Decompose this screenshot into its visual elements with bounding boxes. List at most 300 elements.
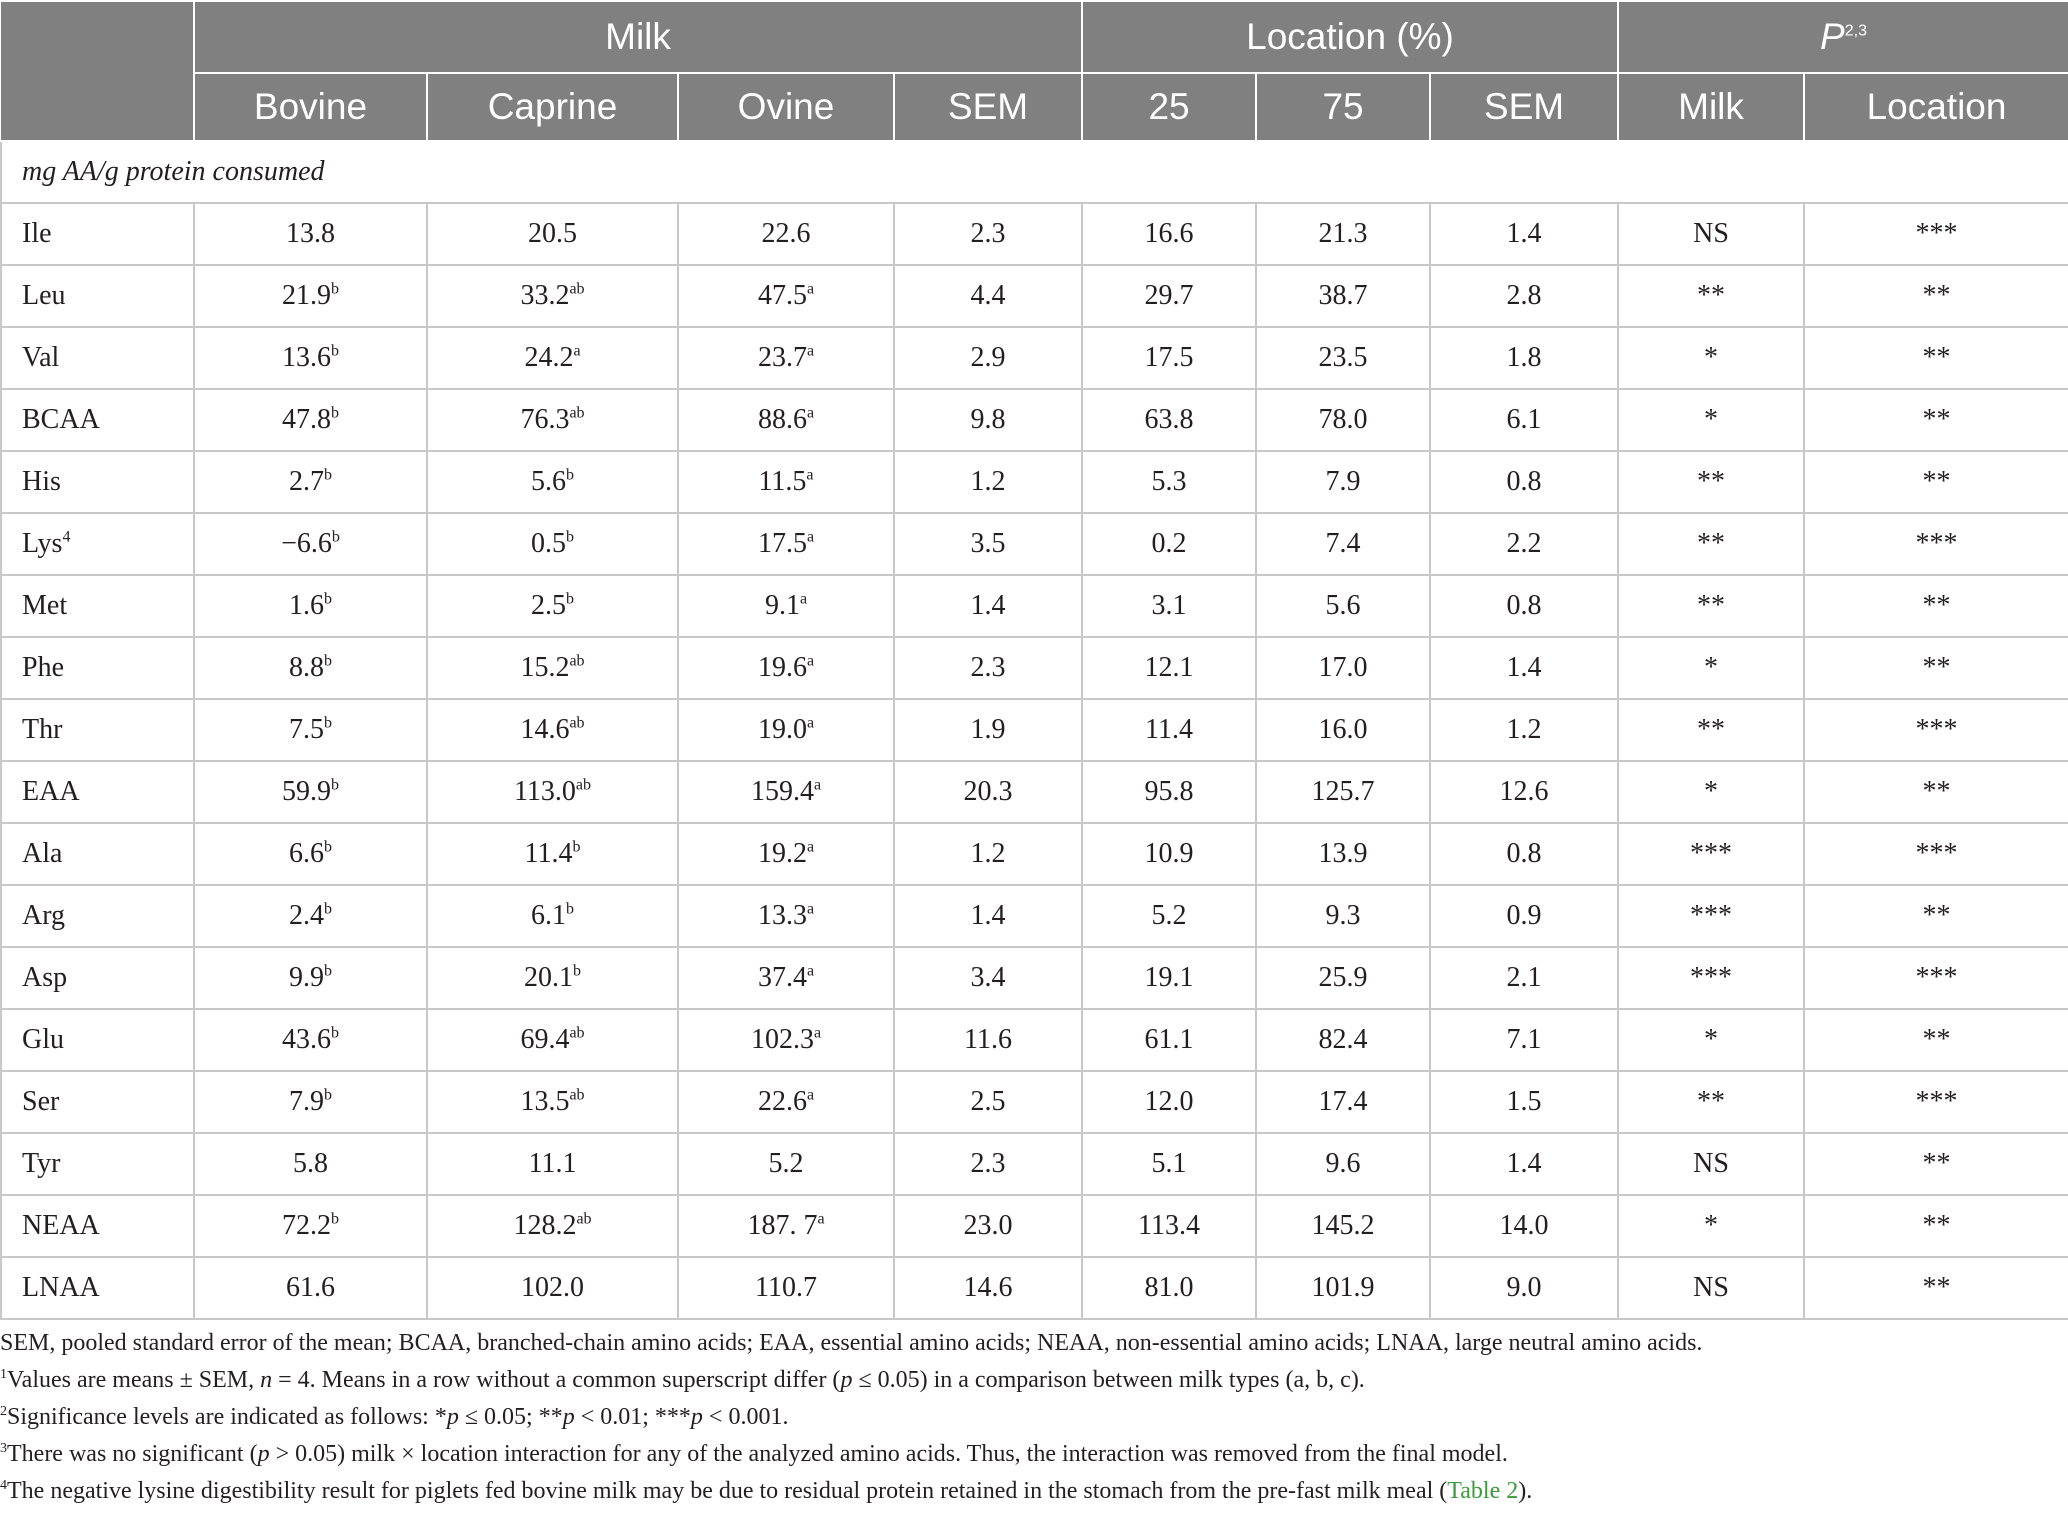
cell-value: 2.2	[1506, 528, 1542, 559]
footnote-1-n: n	[260, 1367, 273, 1393]
cell-p-location	[1804, 389, 2068, 451]
cell-value: 1.2	[970, 838, 1006, 869]
col-header-caprine: Caprine	[427, 73, 678, 141]
cell-milk-sem	[894, 1009, 1082, 1071]
cell-loc-sem	[1430, 761, 1618, 823]
row-label-text: His	[22, 466, 61, 497]
row-label	[1, 1257, 194, 1319]
cell-superscript: b	[324, 590, 332, 608]
cell-caprine	[427, 327, 678, 389]
cell-milk-sem	[894, 513, 1082, 575]
cell-value: 10.9	[1144, 838, 1194, 869]
cell-loc-25	[1082, 575, 1256, 637]
row-label	[1, 265, 194, 327]
cell-value: 110.7	[755, 1272, 817, 1303]
cell-superscript: a	[806, 962, 815, 980]
cell-value: 128.2	[513, 1210, 577, 1241]
cell-loc-25	[1082, 699, 1256, 761]
cell-loc-75	[1256, 265, 1430, 327]
cell-value: 1.2	[1506, 714, 1542, 745]
cell-caprine	[427, 947, 678, 1009]
cell-value: NS	[1693, 218, 1729, 249]
cell-value: 47.8	[282, 404, 331, 435]
cell-ovine	[678, 451, 894, 513]
cell-superscript: a	[573, 342, 581, 360]
col-header-milk-sem: SEM	[894, 73, 1082, 141]
cell-superscript: a	[813, 776, 822, 794]
row-label	[1, 1009, 194, 1071]
cell-superscript: a	[806, 838, 815, 856]
cell-value: 7.9	[289, 1086, 324, 1117]
cell-bovine	[194, 1009, 427, 1071]
cell-value: 17.0	[1318, 652, 1368, 683]
cell-ovine	[678, 265, 894, 327]
cell-loc-25	[1082, 637, 1256, 699]
cell-loc-75	[1256, 637, 1430, 699]
cell-milk-sem	[894, 1071, 1082, 1133]
cell-milk-sem	[894, 1257, 1082, 1319]
cell-milk-sem	[894, 389, 1082, 451]
cell-milk-sem	[894, 327, 1082, 389]
cell-value: 0.8	[1506, 466, 1542, 497]
cell-value: **	[1922, 404, 1951, 435]
cell-value: 13.5	[520, 1086, 570, 1117]
cell-superscript: b	[331, 1024, 339, 1042]
cell-value: 69.4	[520, 1024, 570, 1055]
cell-value: 2.3	[970, 652, 1006, 683]
cell-p-location	[1804, 699, 2068, 761]
cell-value: 2.7	[289, 466, 324, 497]
cell-p-location	[1804, 637, 2068, 699]
table-row	[1, 637, 2068, 699]
cell-value: 12.0	[1144, 1086, 1194, 1117]
cell-loc-sem	[1430, 327, 1618, 389]
row-label-text: Ala	[22, 838, 63, 869]
cell-p-location	[1804, 1257, 2068, 1319]
cell-value: 19.2	[757, 838, 807, 869]
cell-value: ***	[1915, 962, 1958, 993]
cell-value: *	[1704, 652, 1719, 683]
cell-bovine	[194, 327, 427, 389]
cell-value: 5.2	[1151, 900, 1187, 931]
cell-p-milk	[1618, 1195, 1804, 1257]
cell-loc-sem	[1430, 1071, 1618, 1133]
cell-bovine	[194, 699, 427, 761]
header-corner	[1, 1, 194, 141]
footnote-2-marker: 2	[0, 1404, 7, 1419]
cell-value: 19.6	[757, 652, 807, 683]
cell-value: 1.6	[289, 590, 324, 621]
cell-value: 21.3	[1318, 218, 1368, 249]
cell-value: 2.4	[289, 900, 324, 931]
cell-value: 16.6	[1144, 218, 1194, 249]
cell-value: **	[1697, 280, 1726, 311]
cell-loc-25	[1082, 203, 1256, 265]
cell-p-milk	[1618, 823, 1804, 885]
cell-value: 9.6	[1325, 1148, 1361, 1179]
cell-value: 1.5	[1506, 1086, 1542, 1117]
row-label	[1, 327, 194, 389]
footnote-3-p: p	[257, 1441, 270, 1467]
cell-p-location	[1804, 265, 2068, 327]
cell-value: **	[1697, 466, 1726, 497]
col-header-loc-75: 75	[1256, 73, 1430, 141]
cell-superscript: b	[331, 528, 340, 546]
cell-ovine	[678, 947, 894, 1009]
cell-ovine	[678, 885, 894, 947]
subheader-cell: mg AA/g protein consumed	[1, 141, 2068, 203]
footnote-4-marker: 4	[0, 1478, 7, 1493]
cell-superscript: a	[806, 342, 815, 360]
cell-p-location	[1804, 327, 2068, 389]
cell-value: 2.9	[970, 342, 1006, 373]
row-label-superscript: 4	[62, 528, 71, 546]
cell-value: 5.3	[1151, 466, 1187, 497]
cell-loc-75	[1256, 1133, 1430, 1195]
cell-value: 37.4	[757, 962, 807, 993]
table-row	[1, 451, 2068, 513]
cell-value: 38.7	[1318, 280, 1368, 311]
cell-caprine	[427, 265, 678, 327]
table-header	[1, 1, 2068, 141]
cell-caprine	[427, 885, 678, 947]
cell-ovine	[678, 389, 894, 451]
cell-loc-25	[1082, 1009, 1256, 1071]
cell-value: 61.1	[1144, 1024, 1194, 1055]
cell-p-milk	[1618, 1133, 1804, 1195]
cell-bovine	[194, 513, 427, 575]
cell-superscript: b	[324, 900, 332, 918]
cell-value: 2.3	[970, 1148, 1006, 1179]
cell-value: **	[1922, 1210, 1951, 1241]
table-row	[1, 823, 2068, 885]
cell-value: 13.3	[757, 900, 807, 931]
cell-value: 102.0	[521, 1272, 584, 1303]
cell-value: *	[1704, 1024, 1719, 1055]
cell-ovine	[678, 513, 894, 575]
cell-superscript: ab	[569, 1024, 585, 1042]
footnote-1-text: Values are means ± SEM,	[7, 1367, 261, 1393]
col-header-loc-sem: SEM	[1430, 73, 1618, 141]
cell-p-location	[1804, 761, 2068, 823]
cell-value: 82.4	[1318, 1024, 1368, 1055]
row-label-text: LNAA	[22, 1272, 100, 1303]
cell-superscript: b	[324, 714, 332, 732]
cell-milk-sem	[894, 823, 1082, 885]
cell-value: 4.4	[970, 280, 1006, 311]
cell-value: 76.3	[520, 404, 570, 435]
cell-value: 159.4	[750, 776, 814, 807]
cell-p-location	[1804, 1195, 2068, 1257]
cell-superscript: b	[331, 404, 339, 422]
cell-caprine	[427, 389, 678, 451]
cell-value: **	[1922, 652, 1951, 683]
cell-value: 24.2	[524, 342, 574, 373]
cell-superscript: ab	[576, 1210, 592, 1228]
cell-bovine	[194, 947, 427, 1009]
cell-loc-75	[1256, 513, 1430, 575]
cell-superscript: b	[331, 342, 339, 360]
cell-p-milk	[1618, 699, 1804, 761]
table-footnotes	[0, 1325, 2068, 1510]
cell-bovine	[194, 1195, 427, 1257]
cell-milk-sem	[894, 885, 1082, 947]
cell-bovine	[194, 265, 427, 327]
table-2-link[interactable]: Table 2	[1447, 1478, 1519, 1504]
cell-value: ***	[1915, 714, 1958, 745]
row-label-text: Arg	[22, 900, 66, 931]
cell-bovine	[194, 451, 427, 513]
cell-loc-sem	[1430, 575, 1618, 637]
cell-value: 17.5	[757, 528, 807, 559]
cell-p-milk	[1618, 575, 1804, 637]
cell-value: 63.8	[1144, 404, 1194, 435]
row-label	[1, 1195, 194, 1257]
cell-p-milk	[1618, 1009, 1804, 1071]
footnote-2-p: p	[690, 1404, 703, 1430]
cell-superscript: b	[573, 962, 581, 980]
cell-loc-sem	[1430, 389, 1618, 451]
footnote-2-text: Significance levels are indicated as follows: *	[7, 1404, 447, 1430]
cell-p-location	[1804, 451, 2068, 513]
cell-value: 12.1	[1144, 652, 1194, 683]
cell-caprine	[427, 699, 678, 761]
col-header-p-milk: Milk	[1618, 73, 1804, 141]
cell-milk-sem	[894, 761, 1082, 823]
cell-superscript: a	[806, 404, 815, 422]
cell-value: *	[1704, 404, 1719, 435]
cell-superscript: a	[817, 1210, 825, 1228]
cell-loc-75	[1256, 885, 1430, 947]
cell-p-location	[1804, 203, 2068, 265]
table-row	[1, 1071, 2068, 1133]
cell-value: NS	[1693, 1272, 1729, 1303]
row-label	[1, 575, 194, 637]
cell-value: 43.6	[282, 1024, 331, 1055]
row-label	[1, 1133, 194, 1195]
cell-value: 102.3	[750, 1024, 814, 1055]
table-row	[1, 575, 2068, 637]
cell-superscript: a	[806, 528, 815, 546]
cell-value: 6.1	[531, 900, 566, 931]
cell-value: 1.9	[970, 714, 1006, 745]
cell-loc-75	[1256, 699, 1430, 761]
cell-value: **	[1922, 466, 1951, 497]
cell-loc-25	[1082, 1133, 1256, 1195]
cell-superscript: b	[566, 590, 574, 608]
footnote-1-p: p	[840, 1367, 853, 1393]
cell-milk-sem	[894, 203, 1082, 265]
cell-loc-75	[1256, 389, 1430, 451]
cell-ovine	[678, 823, 894, 885]
cell-value: **	[1922, 900, 1951, 931]
cell-loc-25	[1082, 947, 1256, 1009]
row-label	[1, 637, 194, 699]
cell-loc-75	[1256, 203, 1430, 265]
cell-value: 12.6	[1499, 776, 1549, 807]
cell-milk-sem	[894, 947, 1082, 1009]
cell-value: **	[1922, 776, 1951, 807]
cell-loc-25	[1082, 1195, 1256, 1257]
table-row	[1, 1257, 2068, 1319]
row-label	[1, 947, 194, 1009]
cell-loc-sem	[1430, 265, 1618, 327]
footnote-3-marker: 3	[0, 1441, 7, 1456]
footnote-1-marker: 1	[0, 1367, 7, 1382]
cell-loc-sem	[1430, 637, 1618, 699]
cell-value: 7.1	[1506, 1024, 1542, 1055]
cell-value: 7.5	[289, 714, 324, 745]
cell-caprine	[427, 1071, 678, 1133]
cell-value: **	[1922, 280, 1951, 311]
cell-value: 25.9	[1318, 962, 1368, 993]
table-row	[1, 761, 2068, 823]
col-header-p-location: Location	[1804, 73, 2068, 141]
cell-value: 1.4	[1506, 218, 1542, 249]
cell-value: 23.0	[963, 1210, 1013, 1241]
cell-loc-sem	[1430, 1009, 1618, 1071]
cell-loc-75	[1256, 1009, 1430, 1071]
cell-value: 113.4	[1138, 1210, 1200, 1241]
cell-value: ***	[1690, 962, 1733, 993]
cell-p-location	[1804, 1071, 2068, 1133]
cell-value: 5.8	[293, 1148, 328, 1179]
row-label	[1, 761, 194, 823]
cell-caprine	[427, 761, 678, 823]
cell-loc-sem	[1430, 1133, 1618, 1195]
cell-value: 5.6	[1325, 590, 1361, 621]
cell-value: **	[1697, 1086, 1726, 1117]
cell-p-location	[1804, 1009, 2068, 1071]
subheader-row	[1, 141, 2068, 203]
cell-bovine	[194, 637, 427, 699]
cell-value: 7.4	[1325, 528, 1361, 559]
cell-superscript: ab	[575, 776, 592, 794]
row-label-text: Tyr	[22, 1148, 61, 1179]
cell-loc-25	[1082, 823, 1256, 885]
cell-superscript: a	[806, 652, 815, 670]
cell-value: 187. 7	[747, 1210, 818, 1241]
cell-caprine	[427, 203, 678, 265]
cell-p-location	[1804, 575, 2068, 637]
cell-loc-sem	[1430, 1195, 1618, 1257]
cell-value: 22.6	[761, 218, 811, 249]
cell-bovine	[194, 575, 427, 637]
cell-loc-25	[1082, 1071, 1256, 1133]
row-label-text: Glu	[22, 1024, 64, 1055]
footnote-2-p: p	[446, 1404, 459, 1430]
cell-value: 2.5	[970, 1086, 1006, 1117]
cell-value: *	[1704, 776, 1719, 807]
cell-value: 11.6	[964, 1024, 1012, 1055]
cell-loc-25	[1082, 513, 1256, 575]
cell-ovine	[678, 1133, 894, 1195]
col-header-ovine: Ovine	[678, 73, 894, 141]
cell-superscript: ab	[569, 404, 585, 422]
cell-loc-25	[1082, 761, 1256, 823]
cell-value: *	[1704, 1210, 1719, 1241]
cell-loc-75	[1256, 1257, 1430, 1319]
cell-value: **	[1697, 528, 1726, 559]
row-label-text: Met	[22, 590, 68, 621]
cell-value: 2.5	[531, 590, 566, 621]
cell-value: ***	[1915, 838, 1958, 869]
cell-superscript: ab	[569, 714, 585, 732]
cell-p-location	[1804, 947, 2068, 1009]
cell-loc-sem	[1430, 699, 1618, 761]
table-row	[1, 203, 2068, 265]
cell-caprine	[427, 1195, 678, 1257]
cell-value: 29.7	[1144, 280, 1194, 311]
cell-superscript: a	[806, 714, 815, 732]
cell-value: ***	[1915, 528, 1958, 559]
cell-p-location	[1804, 823, 2068, 885]
footnote-4-text: ).	[1518, 1478, 1533, 1504]
cell-value: 11.4	[1145, 714, 1193, 745]
cell-value: 22.6	[757, 1086, 807, 1117]
cell-p-milk	[1618, 637, 1804, 699]
cell-value: 13.6	[282, 342, 331, 373]
cell-value: 23.5	[1318, 342, 1368, 373]
cell-value: 61.6	[286, 1272, 335, 1303]
row-label-text: Asp	[22, 962, 68, 993]
row-label-text: Ile	[22, 218, 52, 249]
cell-ovine	[678, 1195, 894, 1257]
table-row	[1, 699, 2068, 761]
cell-value: *	[1704, 342, 1719, 373]
row-label-text: Leu	[22, 280, 66, 311]
cell-superscript: b	[324, 466, 332, 484]
cell-caprine	[427, 1133, 678, 1195]
row-label	[1, 885, 194, 947]
row-label	[1, 513, 194, 575]
cell-value: **	[1922, 590, 1951, 621]
row-label	[1, 451, 194, 513]
cell-value: 145.2	[1311, 1210, 1375, 1241]
cell-value: 1.4	[1506, 652, 1542, 683]
cell-value: ***	[1915, 1086, 1958, 1117]
cell-p-milk	[1618, 885, 1804, 947]
cell-value: 17.5	[1144, 342, 1194, 373]
cell-superscript: b	[566, 900, 574, 918]
cell-value: 9.9	[289, 962, 324, 993]
cell-ovine	[678, 1257, 894, 1319]
cell-value: 59.9	[282, 776, 331, 807]
cell-ovine	[678, 575, 894, 637]
cell-ovine	[678, 203, 894, 265]
footnote-3	[0, 1436, 2068, 1473]
table-row	[1, 1195, 2068, 1257]
cell-value: 13.9	[1318, 838, 1368, 869]
cell-superscript: a	[806, 280, 815, 298]
cell-bovine	[194, 761, 427, 823]
cell-milk-sem	[894, 575, 1082, 637]
col-header-bovine: Bovine	[194, 73, 427, 141]
table-row	[1, 1133, 2068, 1195]
cell-ovine	[678, 699, 894, 761]
cell-value: 11.5	[758, 466, 807, 497]
cell-loc-sem	[1430, 885, 1618, 947]
cell-value: 101.9	[1311, 1272, 1375, 1303]
cell-loc-sem	[1430, 823, 1618, 885]
cell-loc-75	[1256, 451, 1430, 513]
row-label	[1, 823, 194, 885]
cell-superscript: a	[806, 1086, 815, 1104]
cell-value: 19.0	[757, 714, 807, 745]
cell-p-milk	[1618, 761, 1804, 823]
cell-p-milk	[1618, 451, 1804, 513]
cell-value: 20.3	[963, 776, 1013, 807]
